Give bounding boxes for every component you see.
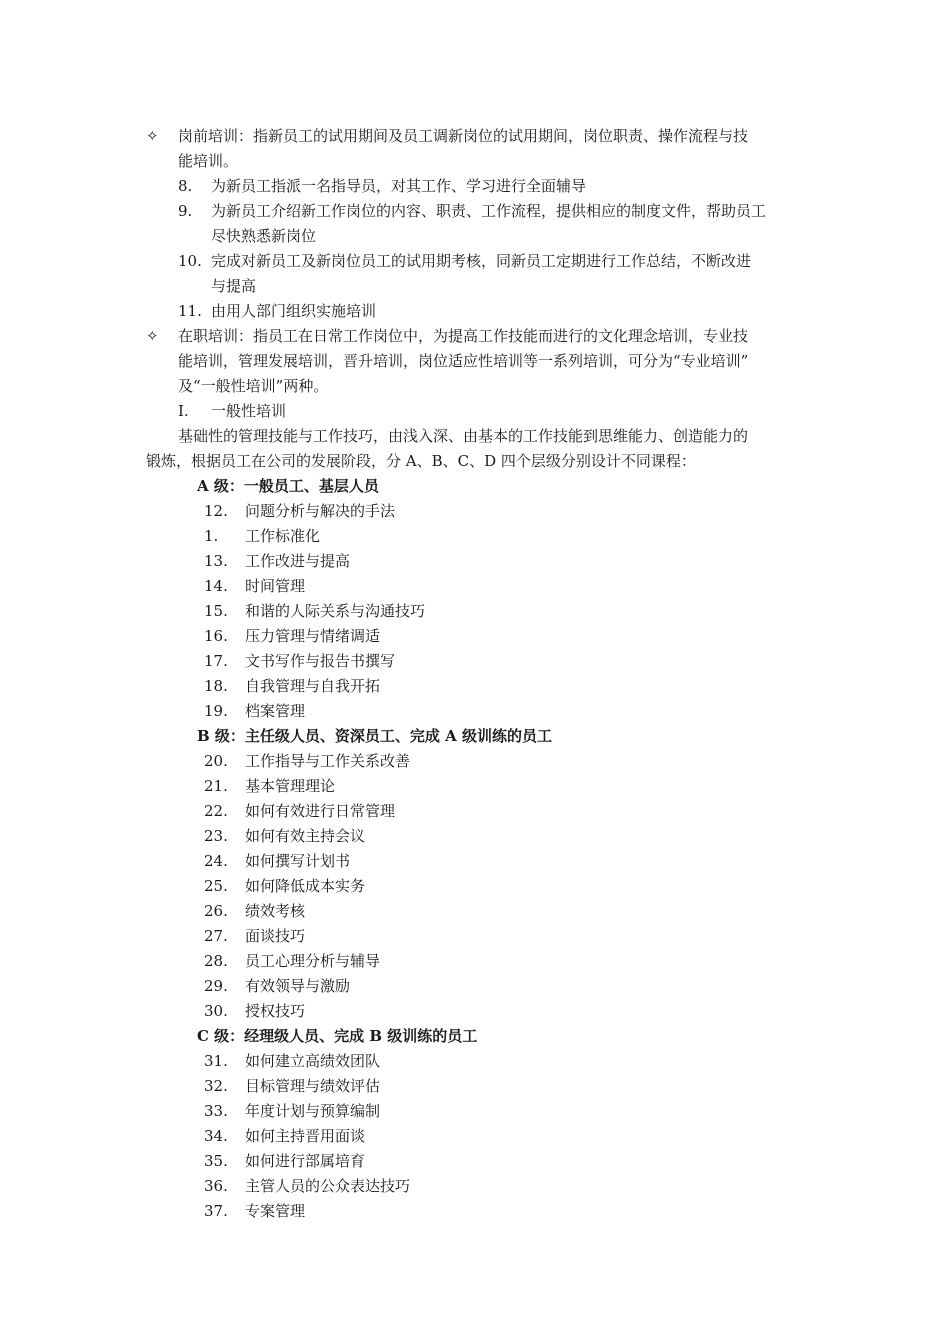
course-number: 14. [204, 577, 228, 595]
general-training-subheading [0, 399, 950, 424]
course-item [0, 1074, 950, 1099]
job-training-text-row [0, 374, 950, 399]
list-item-continuation [0, 224, 950, 249]
item-text: 为新员工指派一名指导员，对其工作、学习进行全面辅导 [211, 177, 587, 195]
item-number: 11. [178, 302, 202, 320]
course-title: 基本管理理论 [245, 777, 336, 795]
item-number: 9. [178, 202, 193, 220]
course-item [0, 1149, 950, 1174]
item-text: 与提高 [211, 277, 257, 295]
course-item [0, 599, 950, 624]
course-item [0, 1199, 950, 1224]
paragraph-line-1: 基础性的管理技能与工作技巧，由浅入深、由基本的工作技能到思维能力、创造能力的 [178, 427, 749, 445]
pre-training-text-row [0, 149, 950, 174]
course-item [0, 899, 950, 924]
course-title: 面谈技巧 [245, 927, 306, 945]
course-item [0, 674, 950, 699]
course-item [0, 749, 950, 774]
job-training-text-row [0, 349, 950, 374]
course-item [0, 824, 950, 849]
course-number: 36. [204, 1177, 228, 1195]
level-title: A 级：一般员工、基层人员 [197, 477, 379, 495]
course-title: 工作标准化 [245, 527, 321, 545]
list-item [0, 174, 950, 199]
course-title: 档案管理 [245, 702, 306, 720]
document-content [0, 124, 950, 1224]
course-title: 如何撰写计划书 [245, 852, 351, 870]
course-item [0, 1049, 950, 1074]
course-item [0, 1124, 950, 1149]
course-number: 25. [204, 877, 228, 895]
level-b-heading [0, 724, 950, 749]
course-number: 28. [204, 952, 228, 970]
course-item [0, 799, 950, 824]
job-training-text-line-2: 能培训，管理发展培训，晋升培训，岗位适应性培训等一系列培训，可分为“专业培训” [178, 352, 749, 370]
course-number: 24. [204, 852, 228, 870]
course-number: 13. [204, 552, 228, 570]
paragraph-row [0, 449, 950, 474]
paragraph-row [0, 424, 950, 449]
course-number: 15. [204, 602, 228, 620]
diamond-bullet-icon: ✧ [146, 327, 159, 345]
course-number: 26. [204, 902, 228, 920]
course-item [0, 649, 950, 674]
subheading-number: I. [178, 402, 189, 420]
course-title: 工作改进与提高 [245, 552, 351, 570]
course-title: 压力管理与情绪调适 [245, 627, 381, 645]
course-number: 35. [204, 1152, 228, 1170]
course-title: 年度计划与预算编制 [245, 1102, 381, 1120]
course-item [0, 949, 950, 974]
course-number: 16. [204, 627, 228, 645]
level-title: C 级：经理级人员、完成 B 级训练的员工 [197, 1027, 478, 1045]
level-a-heading [0, 474, 950, 499]
course-number: 23. [204, 827, 228, 845]
course-title: 自我管理与自我开拓 [245, 677, 381, 695]
course-item [0, 999, 950, 1024]
course-title: 有效领导与激励 [245, 977, 351, 995]
paragraph-line-2: 锻炼，根据员工在公司的发展阶段，分 A、B、C、D 四个层级分别设计不同课程： [146, 452, 696, 470]
course-title: 员工心理分析与辅导 [245, 952, 381, 970]
course-title: 如何主持晋用面谈 [245, 1127, 366, 1145]
list-item-continuation [0, 274, 950, 299]
pre-training-heading [0, 124, 950, 149]
course-number: 27. [204, 927, 228, 945]
course-title: 问题分析与解决的手法 [245, 502, 396, 520]
course-number: 22. [204, 802, 228, 820]
course-number: 1. [204, 527, 219, 545]
course-item [0, 549, 950, 574]
course-title: 如何建立高绩效团队 [245, 1052, 381, 1070]
course-number: 34. [204, 1127, 228, 1145]
course-number: 33. [204, 1102, 228, 1120]
pre-training-text-line-1: 岗前培训：指新员工的试用期间及员工调新岗位的试用期间，岗位职责、操作流程与技 [178, 127, 749, 145]
course-number: 32. [204, 1077, 228, 1095]
item-text: 尽快熟悉新岗位 [211, 227, 317, 245]
course-item [0, 574, 950, 599]
item-text: 完成对新员工及新岗位员工的试用期考核，同新员工定期进行工作总结，不断改进 [211, 252, 752, 270]
course-number: 21. [204, 777, 228, 795]
course-item [0, 624, 950, 649]
job-training-heading [0, 324, 950, 349]
pre-training-text-line-2: 能培训。 [178, 152, 239, 170]
course-title: 授权技巧 [245, 1002, 306, 1020]
course-number: 12. [204, 502, 228, 520]
course-item [0, 849, 950, 874]
course-number: 31. [204, 1052, 228, 1070]
course-title: 主管人员的公众表达技巧 [245, 1177, 411, 1195]
course-title: 专案管理 [245, 1202, 306, 1220]
job-training-text-line-1: 在职培训：指员工在日常工作岗位中，为提高工作技能而进行的文化理念培训，专业技 [178, 327, 749, 345]
item-number: 10. [178, 252, 202, 270]
course-number: 37. [204, 1202, 228, 1220]
course-number: 30. [204, 1002, 228, 1020]
course-title: 如何降低成本实务 [245, 877, 366, 895]
course-number: 19. [204, 702, 228, 720]
item-text: 由用人部门组织实施培训 [211, 302, 377, 320]
list-item [0, 199, 950, 224]
list-item [0, 299, 950, 324]
course-item [0, 1174, 950, 1199]
level-c-heading [0, 1024, 950, 1049]
course-number: 29. [204, 977, 228, 995]
course-item [0, 774, 950, 799]
list-item [0, 249, 950, 274]
course-title: 如何有效进行日常管理 [245, 802, 396, 820]
subheading-title: 一般性培训 [211, 402, 287, 420]
course-item [0, 974, 950, 999]
course-number: 17. [204, 652, 228, 670]
job-training-text-line-3: 及“一般性培训”两种。 [178, 377, 329, 395]
course-title: 文书写作与报告书撰写 [245, 652, 396, 670]
item-text: 为新员工介绍新工作岗位的内容、职责、工作流程，提供相应的制度文件，帮助员工 [211, 202, 767, 220]
course-item [0, 874, 950, 899]
course-title: 工作指导与工作关系改善 [245, 752, 411, 770]
course-item [0, 499, 950, 524]
item-number: 8. [178, 177, 193, 195]
course-title: 如何有效主持会议 [245, 827, 366, 845]
course-item [0, 1099, 950, 1124]
course-item [0, 699, 950, 724]
course-number: 18. [204, 677, 228, 695]
course-title: 和谐的人际关系与沟通技巧 [245, 602, 426, 620]
course-title: 时间管理 [245, 577, 306, 595]
course-title: 目标管理与绩效评估 [245, 1077, 381, 1095]
course-number: 20. [204, 752, 228, 770]
course-item [0, 524, 950, 549]
diamond-bullet-icon: ✧ [146, 127, 159, 145]
course-title: 如何进行部属培育 [245, 1152, 366, 1170]
level-title: B 级：主任级人员、资深员工、完成 A 级训练的员工 [197, 727, 552, 745]
course-title: 绩效考核 [245, 902, 306, 920]
course-item [0, 924, 950, 949]
